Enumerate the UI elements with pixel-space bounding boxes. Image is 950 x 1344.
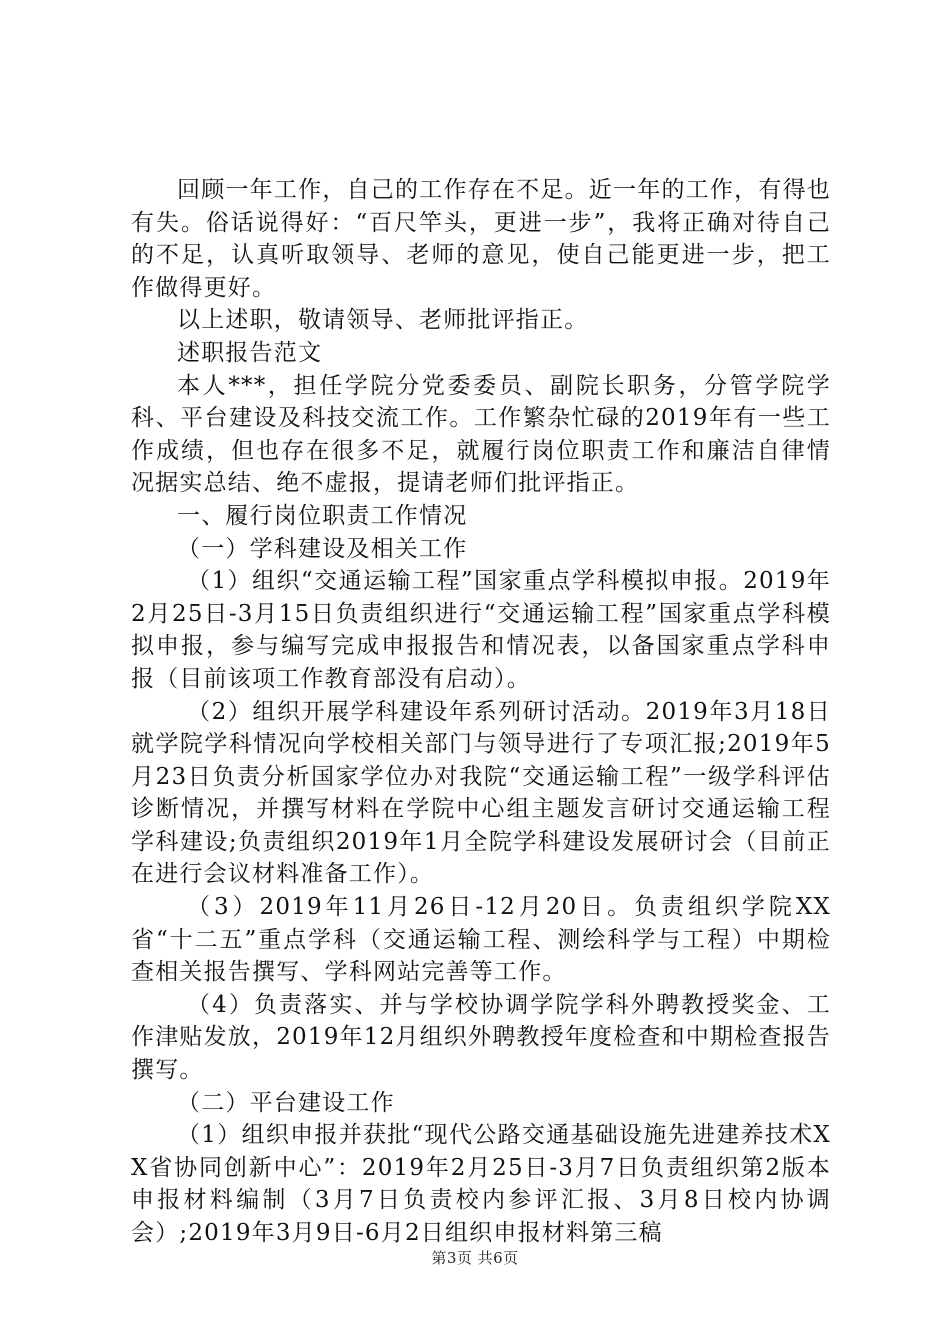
subsection-heading-discipline: （一）学科建设及相关工作 — [177, 535, 468, 562]
paragraph-item-1: （1）组织“交通运输工程”国家重点学科模拟申报。2019年2月25日-3月15日负责组织进行“交通运输工程”国家重点学科模拟申报，参与编写完成申报报告和情况表，以备国家重点学科申报（目前该项工作教育部没有启动）。 — [131, 568, 831, 692]
paragraph-item-4: （4）负责落实、并与学校协调学院学科外聘教授奖金、工作津贴发放，2019年12月组织外聘教授年度检查和中期检查报告撰写。 — [131, 991, 831, 1084]
section-heading-sample: 述职报告范文 — [177, 339, 323, 366]
paragraph-review: 回顾一年工作，自己的工作存在不足。近一年的工作，有得也有失。俗话说得好：“百尺竿头，更进一步”，我将正确对待自己的不足，认真听取领导、老师的意见，使自己能更进一步，把工作做得更好。 — [131, 177, 831, 301]
paragraph-intro: 本人***，担任学院分党委委员、副院长职务，分管学院学科、平台建设及科技交流工作。工作繁杂忙碌的2019年有一些工作成绩，但也存在很多不足，就履行岗位职责工作和廉洁自律情况据实总结、绝不虚报，提请老师们批评指正。 — [131, 372, 831, 497]
paragraph-item-2: （2）组织开展学科建设年系列研讨活动。2019年3月18日就学院学科情况向学校相关部门与领导进行了专项汇报;2019年5月23日负责分析国家学位办对我院“交通运输工程”一级学科评估诊断情况，并撰写材料在学院中心组主题发言研讨交通运输工程学科建设;负责组织2019年1月全院学科建设发展研讨会（目前正在进行会议材料准备工作）。 — [131, 698, 831, 888]
subsection-heading-platform: （二）平台建设工作 — [177, 1089, 395, 1116]
paragraph-closing: 以上述职，敬请领导、老师批评指正。 — [177, 307, 589, 334]
document-body — [131, 174, 831, 1250]
paragraph-platform-item-1: （1）组织申报并获批“现代公路交通基础设施先进建养技术XX省协同创新中心”：2019年2月25日-3月7日负责组织第2版本申报材料编制（3月7日负责校内参评汇报、3月8日校内协调会）;2019年3月9日-6月2日组织申报材料第三稿 — [131, 1122, 831, 1246]
paragraph-item-3: （3）2019年11月26日-12月20日。负责组织学院XX省“十二五”重点学科（交通运输工程、测绘科学与工程）中期检查相关报告撰写、学科网站完善等工作。 — [131, 894, 831, 986]
page-number-footer: 第3页 共6页 — [431, 1249, 519, 1267]
section-heading-duties: 一、履行岗位职责工作情况 — [177, 502, 468, 529]
